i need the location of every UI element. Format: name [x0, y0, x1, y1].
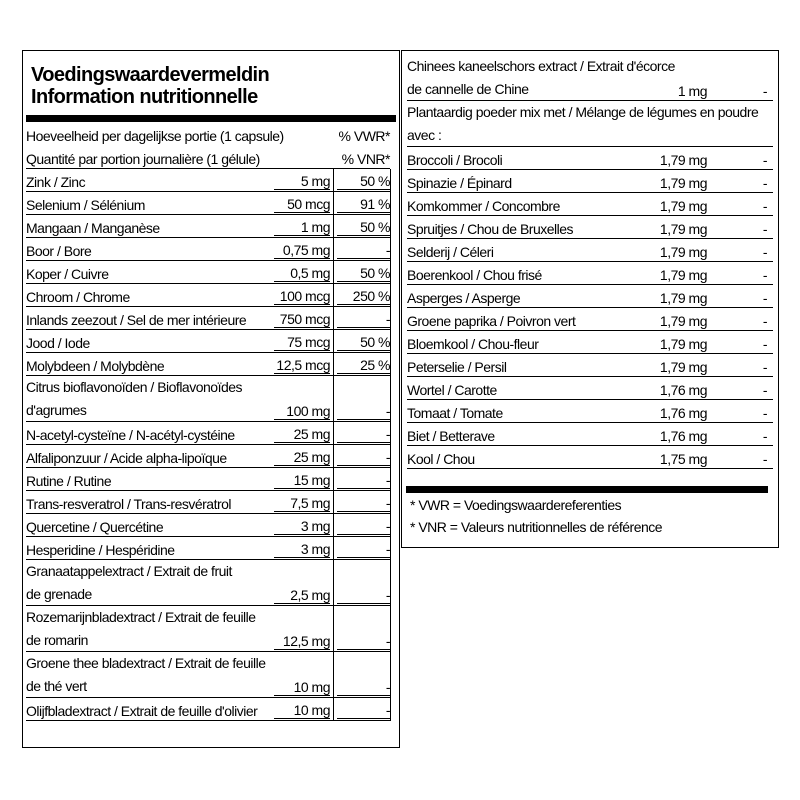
nutrient-amount: 1,79 mg: [659, 244, 707, 260]
nutrient-amount: 750 mcg: [274, 311, 330, 328]
nutrient-name: Molybdeen / Molybdène: [26, 358, 165, 374]
nutrient-vwr: -: [762, 428, 767, 444]
nutrient-name: N-acetyl-cysteïne / N-acétyl-cystéine: [26, 427, 235, 443]
table-row: [407, 216, 773, 239]
table-row: [26, 468, 390, 491]
column-divider: [333, 284, 334, 307]
nutrient-vwr: -: [762, 198, 767, 214]
nutrient-name: Citrus bioflavonoïden / Bioflavonoïdes: [26, 379, 243, 395]
table-row: [26, 422, 390, 445]
column-divider: [390, 169, 391, 192]
column-divider: [390, 307, 391, 330]
nutrient-name: Selderij / Céleri: [407, 244, 494, 260]
column-divider: [390, 330, 391, 353]
table-row: [26, 698, 390, 721]
nutrient-vwr: -: [762, 359, 767, 375]
nutrient-vwr: 50 %: [337, 265, 390, 282]
column-divider: [333, 238, 334, 261]
nutrient-vwr: -: [337, 449, 390, 466]
nutrient-name: d'agrumes: [26, 402, 87, 418]
column-divider: [333, 606, 334, 652]
table-row: [26, 238, 390, 261]
nutrient-name: Granaatappelextract / Extrait de fruit: [26, 563, 232, 579]
nutrient-name: Groene paprika / Poivron vert: [407, 313, 576, 329]
table-row: [26, 307, 390, 330]
nutrient-name: Wortel / Carotte: [407, 382, 497, 398]
table-header-row: [26, 123, 390, 146]
nutrition-panel-left: [22, 50, 400, 748]
nutrient-vwr: -: [337, 679, 390, 696]
table-row: [26, 445, 390, 468]
column-divider: [390, 284, 391, 307]
nutrient-name: Olijfbladextract / Extrait de feuille d'olivier: [26, 703, 258, 719]
nutrient-name: Broccoli / Brocoli: [407, 152, 503, 168]
column-divider: [390, 491, 391, 514]
nutrient-vwr: -: [762, 405, 767, 421]
nutrient-amount: 2,5 mg: [274, 587, 330, 604]
nutrient-amount: 1,79 mg: [659, 198, 707, 214]
nutrient-name: Asperges / Asperge: [407, 290, 521, 306]
table-row: [26, 491, 390, 514]
nutrient-name: Jood / Iode: [26, 335, 90, 351]
nutrient-amount: 1,76 mg: [659, 405, 707, 421]
column-divider: [390, 514, 391, 537]
nutrient-name: Plantaardig poeder mix met / Mélange de légumes en poudre: [407, 104, 759, 120]
nutrient-name: Komkommer / Concombre: [407, 198, 560, 214]
table-end-divider: [406, 486, 768, 493]
table-row: [26, 606, 390, 652]
nutrient-name: Groene thee bladextract / Extrait de feuille: [26, 655, 266, 671]
nutrient-name: Bloemkool / Chou-fleur: [407, 336, 539, 352]
table-row: [407, 193, 773, 216]
nutrient-vwr: -: [762, 336, 767, 352]
nutrient-vwr: 50 %: [337, 334, 390, 351]
column-divider: [333, 261, 334, 284]
nutrient-amount: 75 mcg: [274, 334, 330, 351]
nutrient-amount: 3 mg: [274, 541, 330, 558]
nutrient-name: Spinazie / Épinard: [407, 175, 512, 191]
table-row: [26, 169, 390, 192]
nutrient-name: Rutine / Rutine: [26, 473, 112, 489]
table-row: [407, 377, 773, 400]
nutrient-name: de cannelle de Chine: [407, 81, 529, 97]
column-divider: [333, 537, 334, 560]
column-divider: [390, 445, 391, 468]
nutrient-amount: 25 mg: [274, 449, 330, 466]
column-divider: [333, 376, 334, 422]
header-vwr: % VNR*: [341, 151, 390, 167]
nutrient-vwr: 250 %: [337, 288, 390, 305]
table-row: [407, 308, 773, 331]
footnote-vnr: * VNR = Valeurs nutritionnelles de référence: [410, 519, 663, 535]
nutrient-vwr: 91 %: [337, 196, 390, 213]
column-divider: [333, 422, 334, 445]
nutrient-name: Boor / Bore: [26, 243, 92, 259]
nutrient-vwr: -: [337, 472, 390, 489]
nutrient-vwr: -: [337, 541, 390, 558]
column-divider: [333, 491, 334, 514]
column-divider: [333, 468, 334, 491]
column-divider: [390, 468, 391, 491]
table-row: [407, 400, 773, 423]
column-divider: [390, 238, 391, 261]
column-divider: [390, 192, 391, 215]
header-label: Quantité par portion journalière (1 gélule): [26, 151, 260, 167]
nutrient-amount: 1,79 mg: [659, 175, 707, 191]
nutrient-name: de thé vert: [26, 678, 87, 694]
nutrient-vwr: -: [762, 313, 767, 329]
nutrient-amount: 1,79 mg: [659, 336, 707, 352]
column-divider: [333, 652, 334, 698]
nutrient-vwr: -: [337, 587, 390, 604]
nutrient-name: Boerenkool / Chou frisé: [407, 267, 542, 283]
nutrient-amount: 1,79 mg: [659, 221, 707, 237]
table-row: [407, 262, 773, 285]
nutrient-vwr: -: [337, 311, 390, 328]
panel-title-fr: Information nutritionnelle: [31, 86, 258, 108]
row-divider: [407, 468, 773, 469]
panel-title-nl: Voedingswaardevermeldin: [31, 64, 270, 86]
table-row: [26, 330, 390, 353]
nutrient-amount: 1,76 mg: [659, 428, 707, 444]
table-row: [407, 331, 773, 354]
nutrient-name: Mangaan / Manganèse: [26, 220, 160, 236]
column-divider: [333, 215, 334, 238]
nutrient-amount: 0,75 mg: [274, 242, 330, 259]
column-divider: [333, 307, 334, 330]
nutrient-amount: 12,5 mcg: [274, 357, 330, 374]
column-divider: [390, 353, 391, 376]
column-divider: [333, 445, 334, 468]
table-row: [26, 537, 390, 560]
nutrient-amount: 7,5 mg: [274, 495, 330, 512]
header-label: Hoeveelheid per dagelijkse portie (1 capsule): [26, 128, 284, 144]
nutrient-name: Peterselie / Persil: [407, 359, 507, 375]
nutrient-amount: 3 mg: [274, 518, 330, 535]
nutrient-name: Biet / Betterave: [407, 428, 495, 444]
nutrient-amount: 1,79 mg: [659, 313, 707, 329]
nutrient-vwr: 50 %: [337, 173, 390, 190]
nutrient-vwr: 50 %: [337, 219, 390, 236]
table-row: [407, 446, 773, 469]
table-row: [407, 170, 773, 193]
column-divider: [333, 698, 334, 721]
nutrient-amount: 15 mg: [274, 472, 330, 489]
nutrient-name: Chroom / Chrome: [26, 289, 130, 305]
table-row: [26, 353, 390, 376]
column-divider: [390, 698, 391, 721]
column-divider: [390, 606, 391, 652]
column-divider: [333, 169, 334, 192]
column-divider: [390, 560, 391, 606]
table-row: [407, 239, 773, 262]
nutrient-vwr: -: [337, 702, 390, 719]
table-row: [26, 215, 390, 238]
nutrient-name: Spruitjes / Chou de Bruxelles: [407, 221, 574, 237]
table-row: [26, 261, 390, 284]
nutrient-amount: 1,76 mg: [659, 382, 707, 398]
nutrient-vwr: -: [337, 518, 390, 535]
column-divider: [390, 261, 391, 284]
nutrient-amount: 12,5 mg: [274, 633, 330, 650]
column-divider: [390, 376, 391, 422]
table-row: [407, 55, 773, 101]
nutrient-amount: 1,79 mg: [659, 152, 707, 168]
nutrient-amount: 50 mcg: [274, 196, 330, 213]
nutrient-name: Inlands zeezout / Sel de mer intérieure: [26, 312, 247, 328]
table-row: [407, 147, 773, 170]
nutrient-amount: 25 mg: [274, 426, 330, 443]
nutrient-amount: 1,79 mg: [659, 359, 707, 375]
column-divider: [333, 514, 334, 537]
nutrient-vwr: -: [337, 495, 390, 512]
nutrient-vwr: -: [762, 152, 767, 168]
nutrient-name: de grenade: [26, 586, 92, 602]
table-row: [26, 192, 390, 215]
nutrient-amount: 100 mg: [274, 403, 330, 420]
nutrient-name: Kool / Chou: [407, 451, 475, 467]
row-divider: [26, 720, 390, 721]
column-divider: [333, 192, 334, 215]
table-row: [26, 284, 390, 307]
nutrient-name: Koper / Cuivre: [26, 266, 109, 282]
nutrient-amount: 1 mg: [274, 219, 330, 236]
column-divider: [390, 652, 391, 698]
nutrient-vwr: -: [762, 221, 767, 237]
nutrient-name: Rozemarijnbladextract / Extrait de feuille: [26, 609, 256, 625]
nutrient-amount: 1 mg: [677, 83, 707, 99]
nutrient-vwr: 25 %: [337, 357, 390, 374]
footnote-vwr: * VWR = Voedingswaardereferenties: [410, 497, 622, 513]
title-divider: [26, 115, 396, 122]
nutrient-name: Tomaat / Tomate: [407, 405, 503, 421]
nutrient-amount: 1,79 mg: [659, 290, 707, 306]
nutrient-amount: 100 mcg: [274, 288, 330, 305]
column-divider: [390, 215, 391, 238]
nutrient-vwr: -: [762, 175, 767, 191]
header-vwr: % VWR*: [338, 128, 390, 144]
table-row: [26, 652, 390, 698]
column-divider: [390, 537, 391, 560]
nutrient-name: Alfaliponzuur / Acide alpha-lipoïque: [26, 450, 227, 466]
nutrient-amount: 0,5 mg: [274, 265, 330, 282]
nutrient-name: Quercetine / Quercétine: [26, 519, 164, 535]
nutrient-vwr: -: [762, 451, 767, 467]
nutrient-vwr: -: [762, 83, 767, 99]
table-row: [407, 285, 773, 308]
nutrient-amount: 10 mg: [274, 679, 330, 696]
nutrient-vwr: -: [762, 382, 767, 398]
nutrient-vwr: -: [762, 244, 767, 260]
column-divider: [333, 560, 334, 606]
nutrient-name: Selenium / Sélénium: [26, 197, 145, 213]
nutrient-name: Trans-resveratrol / Trans-resvératrol: [26, 496, 232, 512]
nutrient-amount: 10 mg: [274, 702, 330, 719]
column-divider: [390, 422, 391, 445]
table-row: [26, 514, 390, 537]
nutrient-name: de romarin: [26, 632, 88, 648]
group-heading-row: [407, 101, 773, 147]
table-header-row: [26, 146, 390, 169]
nutrient-name: Zink / Zinc: [26, 174, 86, 190]
table-row: [26, 376, 390, 422]
nutrient-vwr: -: [762, 290, 767, 306]
table-row: [407, 354, 773, 377]
nutrient-vwr: -: [762, 267, 767, 283]
nutrition-panel-right: [401, 50, 779, 548]
nutrient-name: Chinees kaneelschors extract / Extrait d'écorce: [407, 58, 675, 74]
nutrient-amount: 1,75 mg: [659, 451, 707, 467]
nutrient-vwr: -: [337, 426, 390, 443]
nutrient-vwr: -: [337, 403, 390, 420]
nutrient-name: avec :: [407, 127, 442, 143]
nutrient-name: Hesperidine / Hespéridine: [26, 542, 175, 558]
nutrient-vwr: -: [337, 242, 390, 259]
column-divider: [333, 353, 334, 376]
table-row: [26, 560, 390, 606]
nutrient-amount: 5 mg: [274, 173, 330, 190]
nutrient-amount: 1,79 mg: [659, 267, 707, 283]
nutrient-vwr: -: [337, 633, 390, 650]
column-divider: [333, 330, 334, 353]
table-row: [407, 423, 773, 446]
